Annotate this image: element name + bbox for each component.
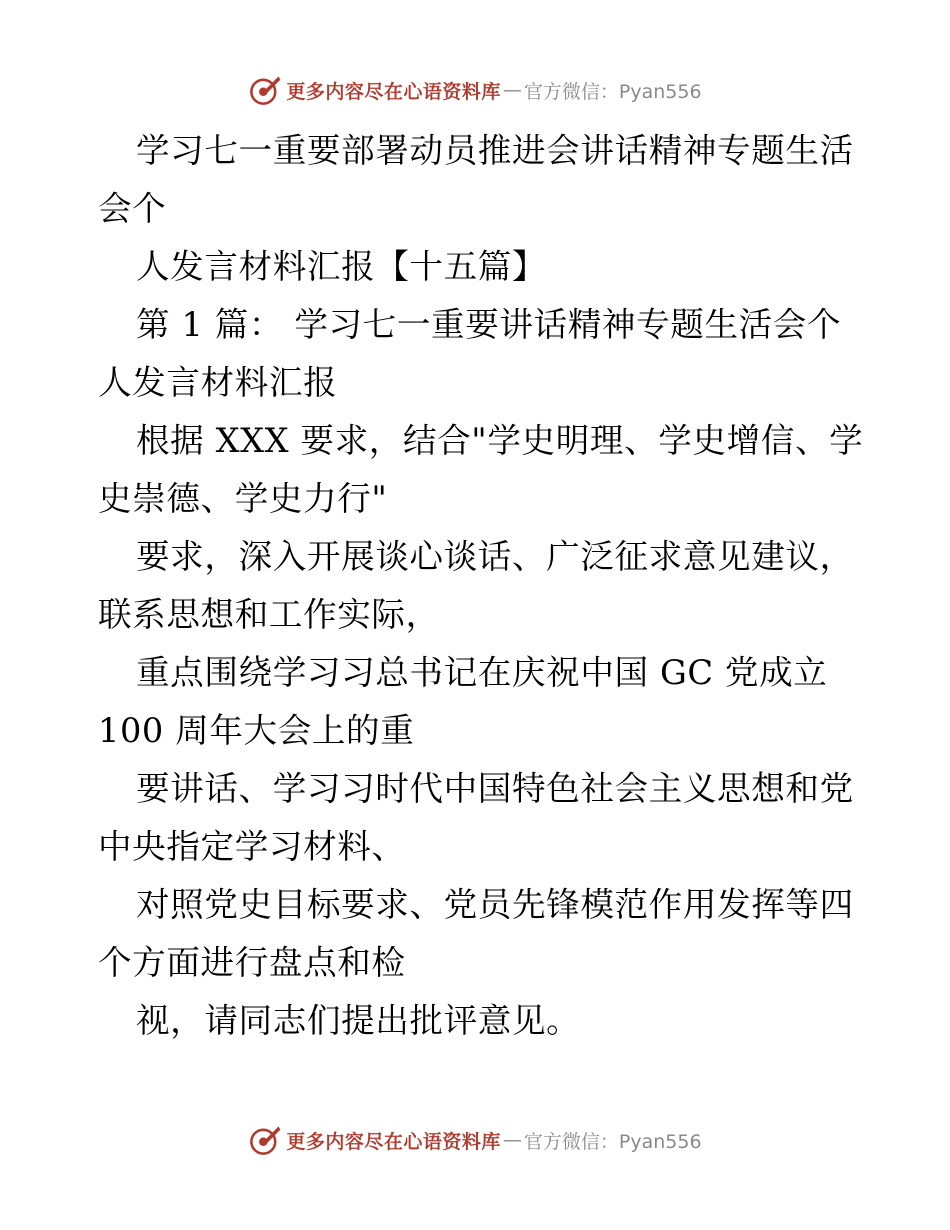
footer-brand-text: 更多内容尽在心语资料库 [286,1130,501,1153]
header-separator: — [502,79,522,101]
header-contact: 官方微信：Pyan556 [523,80,702,103]
doc-line: 会个 [98,189,167,228]
pen-logo-icon [248,1123,282,1157]
doc-line: 对照党史目标要求、党员先锋模范作用发挥等四 [136,885,854,924]
doc-line: 人发言材料汇报【十五篇】 [136,247,547,286]
doc-line: 要求，深入开展谈心谈话、广泛征求意见建议， [136,537,854,576]
doc-line: 100 周年大会上的重 [98,711,415,750]
doc-line: 个方面进行盘点和检 [98,943,406,982]
doc-line: 第 1 篇： 学习七一重要讲话精神专题生活会个 [136,305,842,344]
header-banner [0,70,950,110]
document-body [98,122,864,1050]
doc-line: 视，请同志们提出批评意见。 [136,1001,581,1040]
doc-line: 史崇德、学史力行" [98,479,388,518]
footer-contact: 官方微信：Pyan556 [523,1130,702,1153]
doc-line: 重点围绕学习习总书记在庆祝中国 GC 党成立 [136,653,828,692]
footer-banner [0,1120,950,1160]
doc-line: 人发言材料汇报 [98,363,338,402]
doc-line: 要讲话、学习习时代中国特色社会主义思想和党 [136,769,854,808]
doc-line: 根据 XXX 要求，结合"学史明理、学史增信、学 [136,421,864,460]
doc-line: 学习七一重要部署动员推进会讲话精神专题生活 [136,131,854,170]
doc-line: 中央指定学习材料、 [98,827,406,866]
header-brand-text: 更多内容尽在心语资料库 [286,80,501,103]
footer-separator: — [502,1129,522,1151]
doc-line: 联系思想和工作实际， [98,595,440,634]
pen-logo-icon [248,73,282,107]
